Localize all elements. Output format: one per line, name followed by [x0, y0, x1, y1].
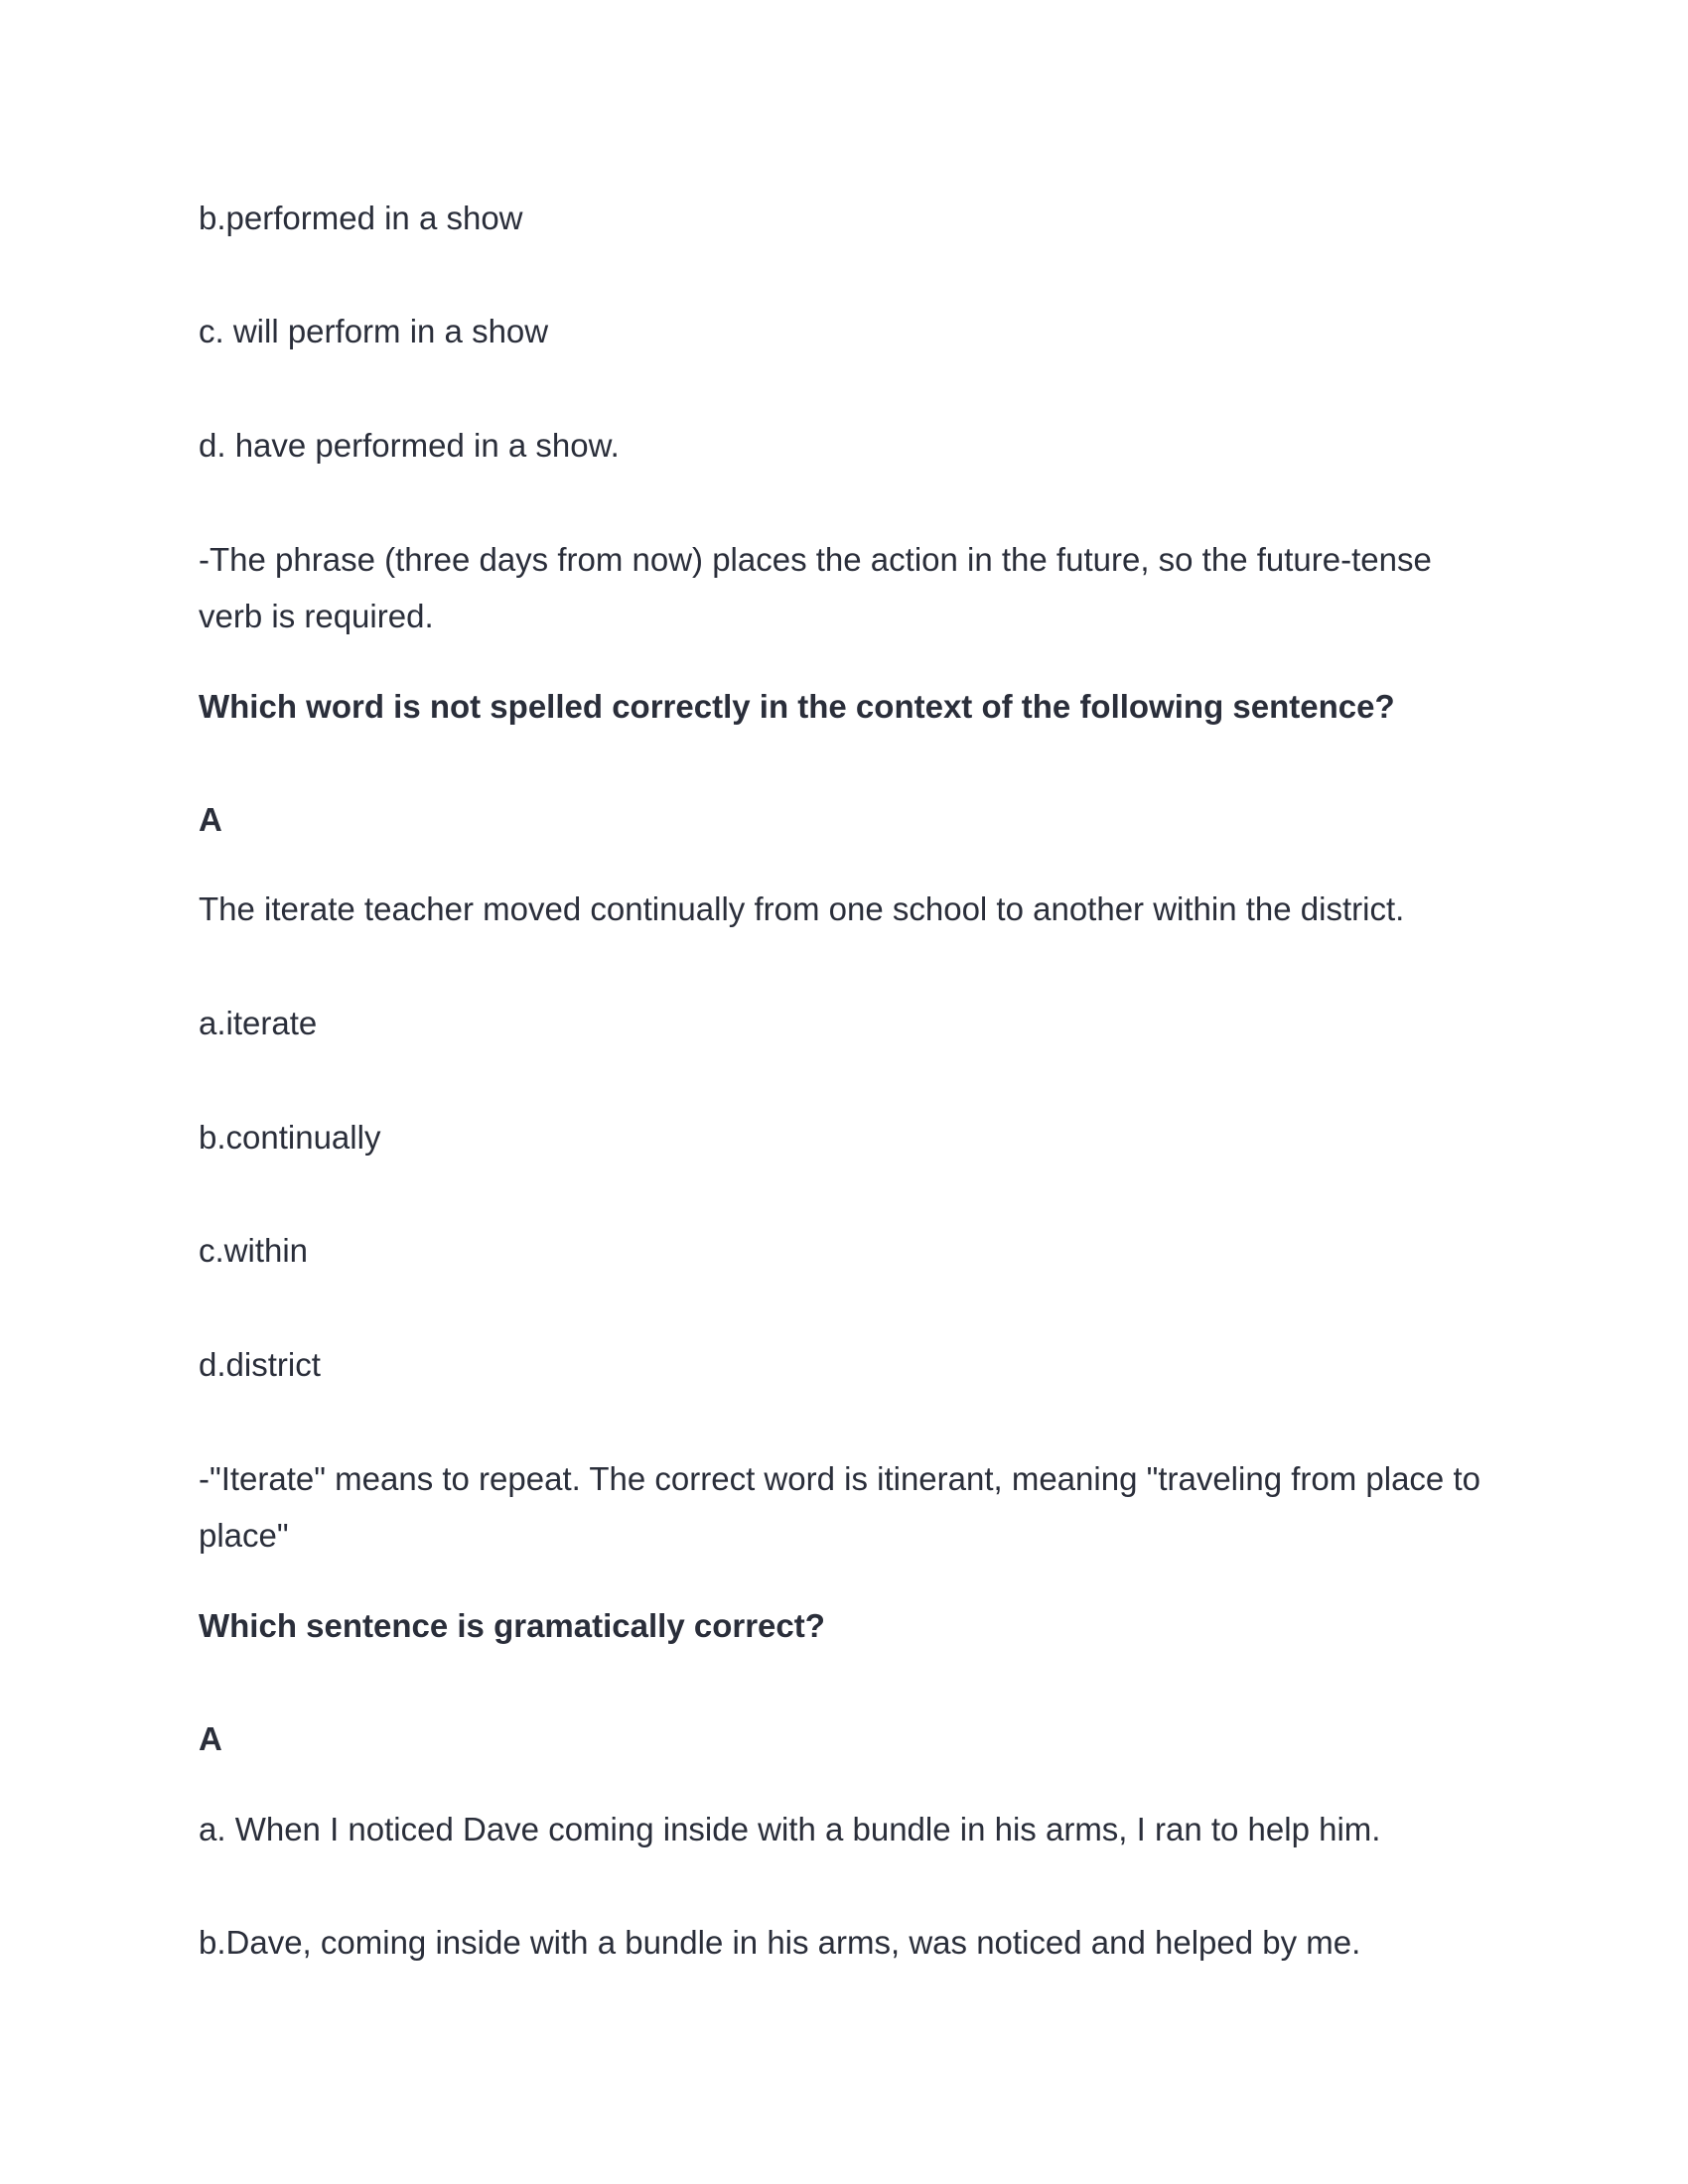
answer-label: A — [199, 801, 222, 838]
option-a-text: a.iterate — [199, 1005, 318, 1041]
option-d-text: d.district — [199, 1346, 321, 1383]
option-b-text: b.Dave, coming inside with a bundle in his arms, was noticed and helped by me. — [199, 1924, 1361, 1961]
option-b-text: b.performed in a show — [199, 200, 523, 236]
answer-label: A — [199, 1720, 222, 1757]
option-c-text: c.within — [199, 1232, 309, 1269]
option-b-text: b.continually — [199, 1119, 381, 1156]
question-prompt: Which word is not spelled correctly in the context of the following sentence? — [199, 688, 1395, 725]
explanation-text: -The phrase (three days from now) places the action in the future, so the future-tense verb is required. — [199, 541, 1432, 634]
question-sentence: The iterate teacher moved continually from one school to another within the district. — [199, 890, 1405, 927]
explanation-text: -"Iterate" means to repeat. The correct word is itinerant, meaning "traveling from place to place" — [199, 1460, 1480, 1554]
option-a-text: a. When I noticed Dave coming inside with a bundle in his arms, I ran to help him. — [199, 1811, 1381, 1847]
question-prompt: Which sentence is gramatically correct? — [199, 1607, 825, 1644]
option-d-text: d. have performed in a show. — [199, 427, 620, 464]
option-c-text: c. will perform in a show — [199, 313, 549, 349]
